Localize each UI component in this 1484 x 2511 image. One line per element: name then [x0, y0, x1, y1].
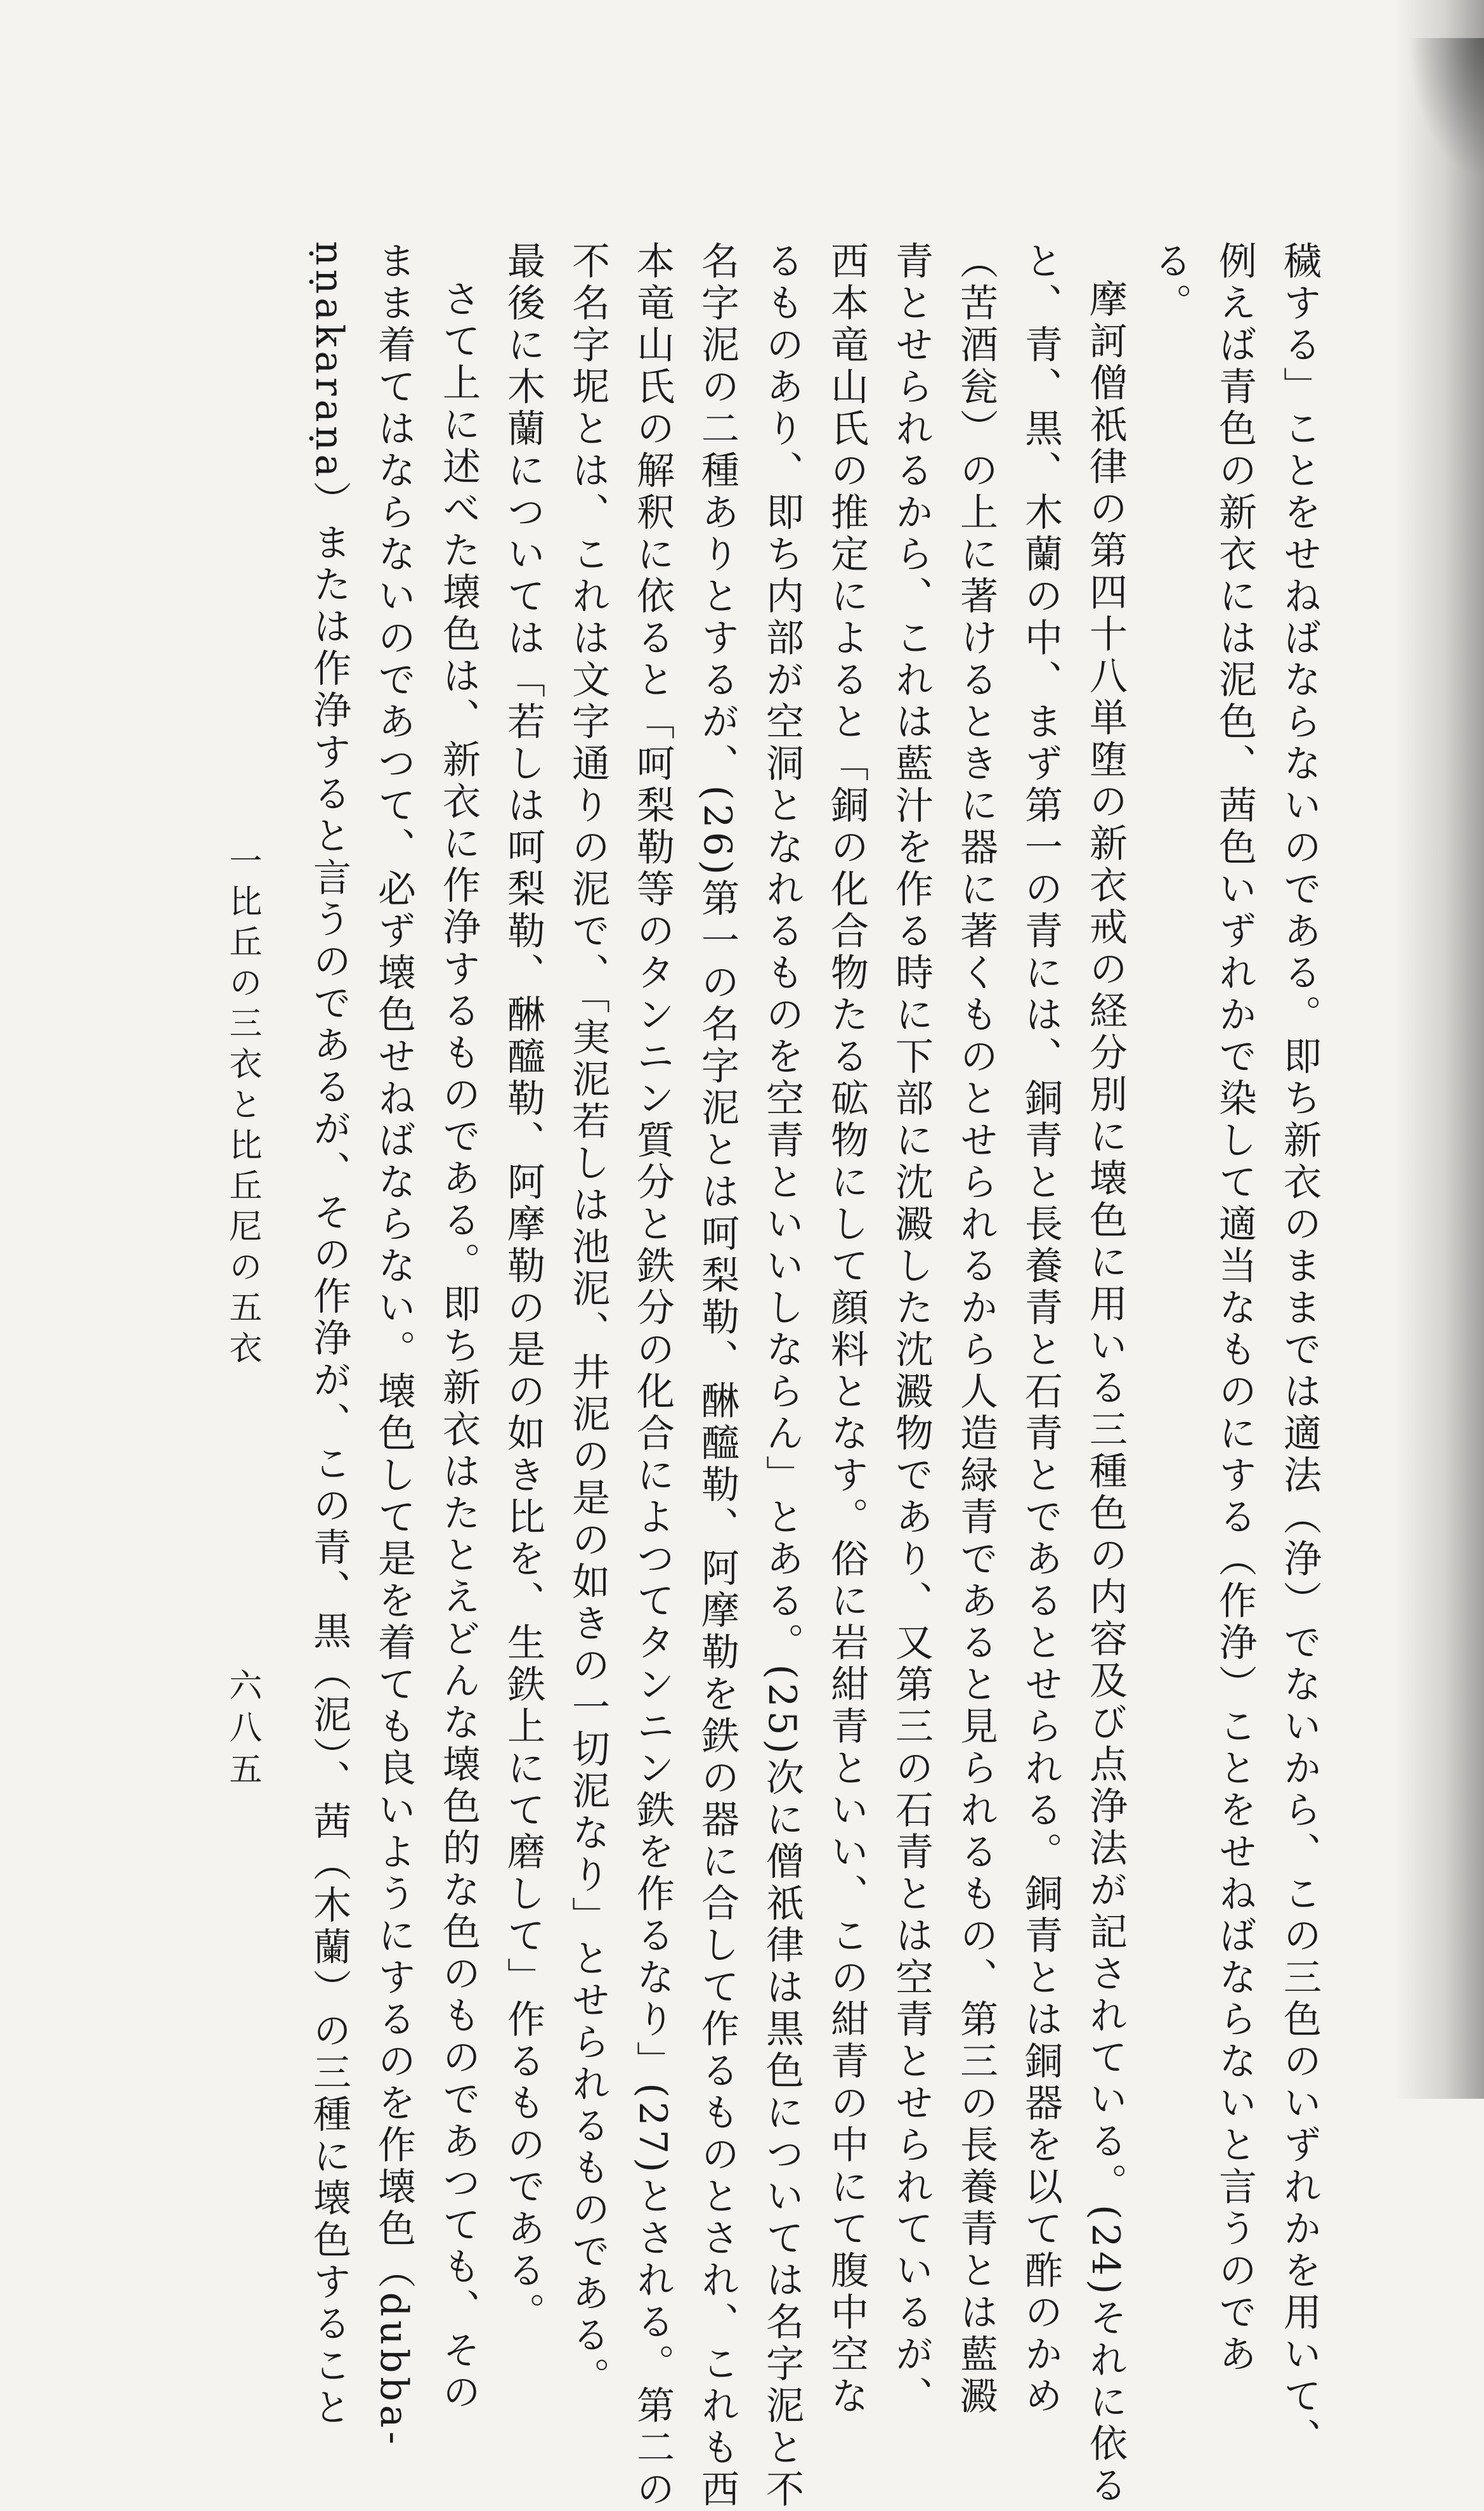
text-line: る。 — [1148, 241, 1192, 325]
text-line: （苦酒瓮）の上に著けるときに器に著くものとせられるから人造緑青であると見られるもの、第三の長養青とは藍澱 — [954, 241, 998, 2418]
text-line: と、青、黒、木蘭の中、まず第一の青には、銅青と長養青と石青とであるとせられる。銅青とは銅器を以て酢のかめ — [1019, 241, 1063, 2418]
text-line: さて上に述べた壊色は、新衣に作浄するものである。即ち新衣はたとえどんな壊色的な色のものであつても、その — [436, 279, 481, 2414]
text-line: 西本竜山氏の推定によると「銅の化合物たる砿物にして顔料となす。俗に岩紺青といい、この紺青の中にて腹中空な — [824, 241, 869, 2418]
scan-page-edge-shadow — [1395, 0, 1484, 2099]
page-number: 六八五 — [223, 1668, 261, 1794]
running-head — [190, 844, 266, 1636]
chapter-title: 比丘の三衣と比丘尼の五衣 — [223, 884, 261, 1371]
text-line: 青とせられるから、これは藍汁を作る時に下部に沈澱した沈澱物であり、又第三の石青とは空青とせられているが、 — [889, 241, 934, 2418]
text-line: 穢する」ことをせねばならないのである。即ち新衣のままでは適法（浄）でないから、この三色のいずれかを用いて、 — [1277, 241, 1322, 2460]
text-line: 本竜山氏の解釈に依ると「呵梨勒等のタンニン質分と鉄分の化合によつてタンニン鉄を作るなり」(27)とされる。第二の — [630, 241, 675, 2511]
text-line: るものあり、即ち内部が空洞となれるものを空青といいしならん」とある。(25)次に僧祇律は黒色については名字泥と不 — [760, 241, 804, 2511]
text-line: まま着てはならないのであつて、必ず壊色せねばならない。壊色して是を着ても良いようにするのを作壊色（dubba- — [372, 241, 416, 2448]
text-line: 例えば青色の新衣には泥色、茜色いずれかで染して適当なものにする（作浄）ことをせねばならないと言うのであ — [1213, 241, 1257, 2376]
text-line: ṇṇakaraṇa）または作浄すると言うのであるが、その作浄が、この青、黒（泥）、茜（木蘭）の三種に壊色すること — [307, 241, 351, 2430]
body-text — [146, 241, 1332, 2511]
chapter-number: 一 — [223, 844, 261, 884]
text-line: 最後に木蘭については「若しは呵梨勒、醂醯勒、阿摩勒の是の如き比を、生鉄上にて磨して」作るものである。 — [501, 241, 545, 2334]
text-line: 不名字坭とは、これは文字通りの泥で、「実泥若しは池泥、井泥の是の如きの一切泥なり」とせられるものである。 — [566, 241, 610, 2399]
scan-corner-shadow — [1408, 38, 1484, 178]
text-line: 摩訶僧祇律の第四十八単堕の新衣戒の経分別に壊色に用いる三種色の内容及び点浄法が記されている。(24)それに依る — [1083, 279, 1128, 2508]
text-line: 名字泥の二種ありとするが、(26)第一の名字泥とは呵梨勒、醂醯勒、阿摩勒を鉄の器に合して作るものとされ、これも西 — [695, 241, 739, 2511]
